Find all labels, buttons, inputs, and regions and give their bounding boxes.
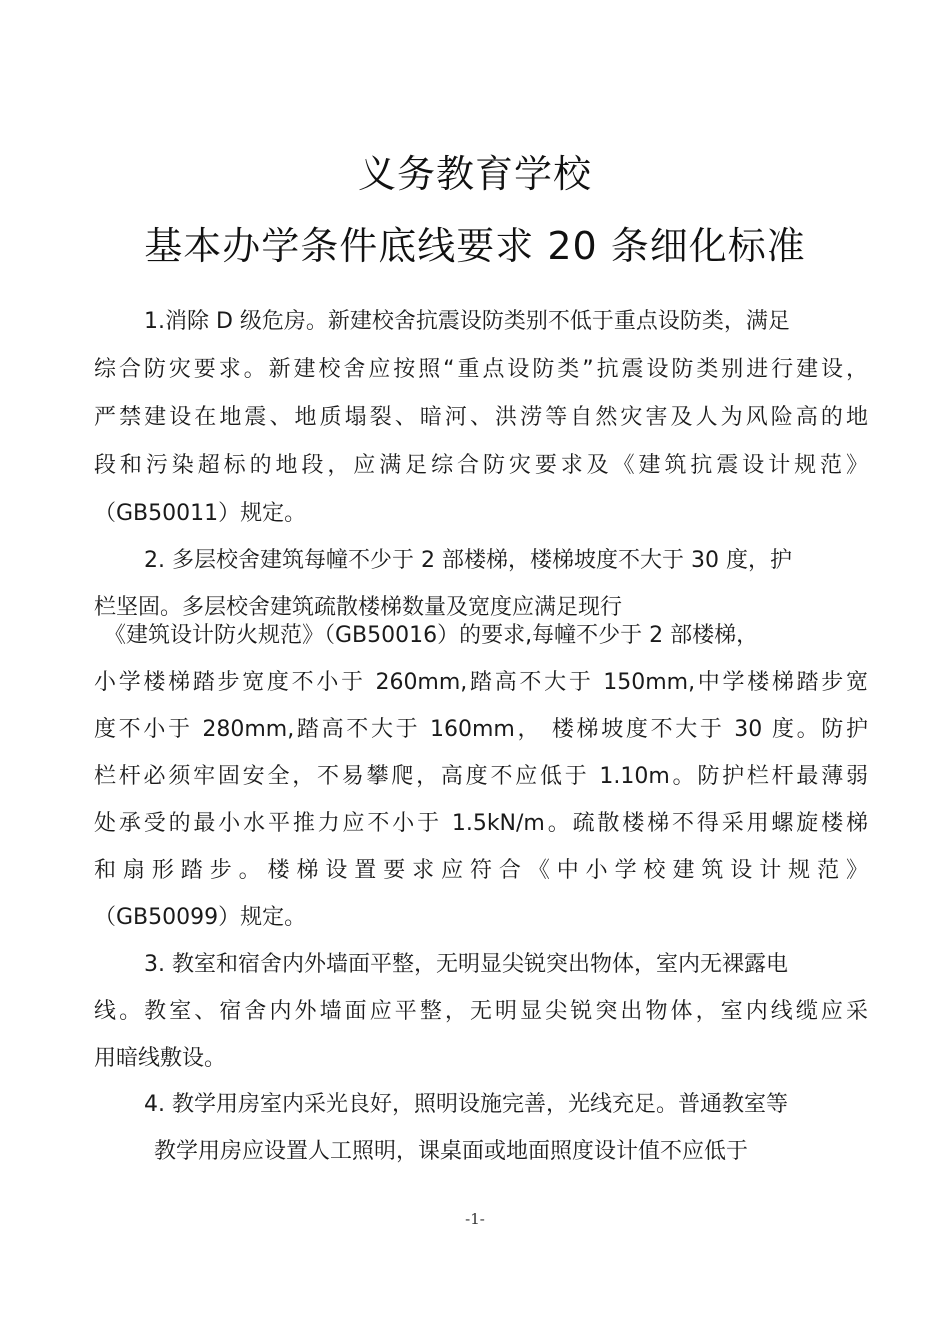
paragraph-line: 处承受的最小水平推力应不小于 1.5kN/m。疏散楼梯不得采用螺旋楼梯 xyxy=(94,811,868,836)
paragraph-line: 小学楼梯踏步宽度不小于 260mm,踏高不大于 150mm,中学楼梯踏步宽 xyxy=(94,670,868,695)
paragraph-line: 用暗线敷设。 xyxy=(94,1046,227,1071)
paragraph-line: 综合防灾要求。新建校舍应按照“重点设防类”抗震设防类别进行建设， xyxy=(94,357,868,382)
paragraph-line: 段和污染超标的地段，应满足综合防灾要求及《建筑抗震设计规范》 xyxy=(94,453,868,478)
paragraph-line: 2. 多层校舍建筑每幢不少于 2 部楼梯，楼梯坡度不大于 30 度，护 xyxy=(144,548,792,573)
paragraph-line: 严禁建设在地震、地质塌裂、暗河、洪涝等自然灾害及人为风险高的地 xyxy=(94,405,868,430)
paragraph-line: 线。教室、宿舍内外墙面应平整，无明显尖锐突出物体，室内线缆应采 xyxy=(94,999,868,1024)
paragraph-line: 《建筑设计防火规范》（GB50016）的要求,每幢不少于 2 部楼梯， xyxy=(104,623,759,648)
paragraph-line: （GB50011）规定。 xyxy=(94,501,307,526)
paragraph-line: 栏坚固。多层校舍建筑疏散楼梯数量及宽度应满足现行 xyxy=(94,595,623,620)
paragraph-line: 教学用房应设置人工照明，课桌面或地面照度设计值不应低于 xyxy=(154,1139,749,1164)
paragraph-line: 栏杆必须牢固安全，不易攀爬，高度不应低于 1.10m。防护栏杆最薄弱 xyxy=(94,764,868,789)
paragraph-line: 3. 教室和宿舍内外墙面平整，无明显尖锐突出物体，室内无裸露电 xyxy=(144,952,788,977)
paragraph-line: 度不小于 280mm,踏高不大于 160mm， 楼梯坡度不大于 30 度。防护 xyxy=(94,717,868,742)
paragraph-line: 4. 教学用房室内采光良好，照明设施完善，光线充足。普通教室等 xyxy=(144,1092,788,1117)
paragraph-line: 1.消除 D 级危房。新建校舍抗震设防类别不低于重点设防类，满足 xyxy=(144,309,790,334)
page-number: -1- xyxy=(465,1210,485,1228)
paragraph-line: 和扇形踏步。楼梯设置要求应符合《中小学校建筑设计规范》 xyxy=(94,858,868,883)
paragraph-line: （GB50099）规定。 xyxy=(94,905,307,930)
document-title-line-2: 基本办学条件底线要求 20 条细化标准 xyxy=(144,224,806,268)
document-title-line-1: 义务教育学校 xyxy=(357,152,592,196)
